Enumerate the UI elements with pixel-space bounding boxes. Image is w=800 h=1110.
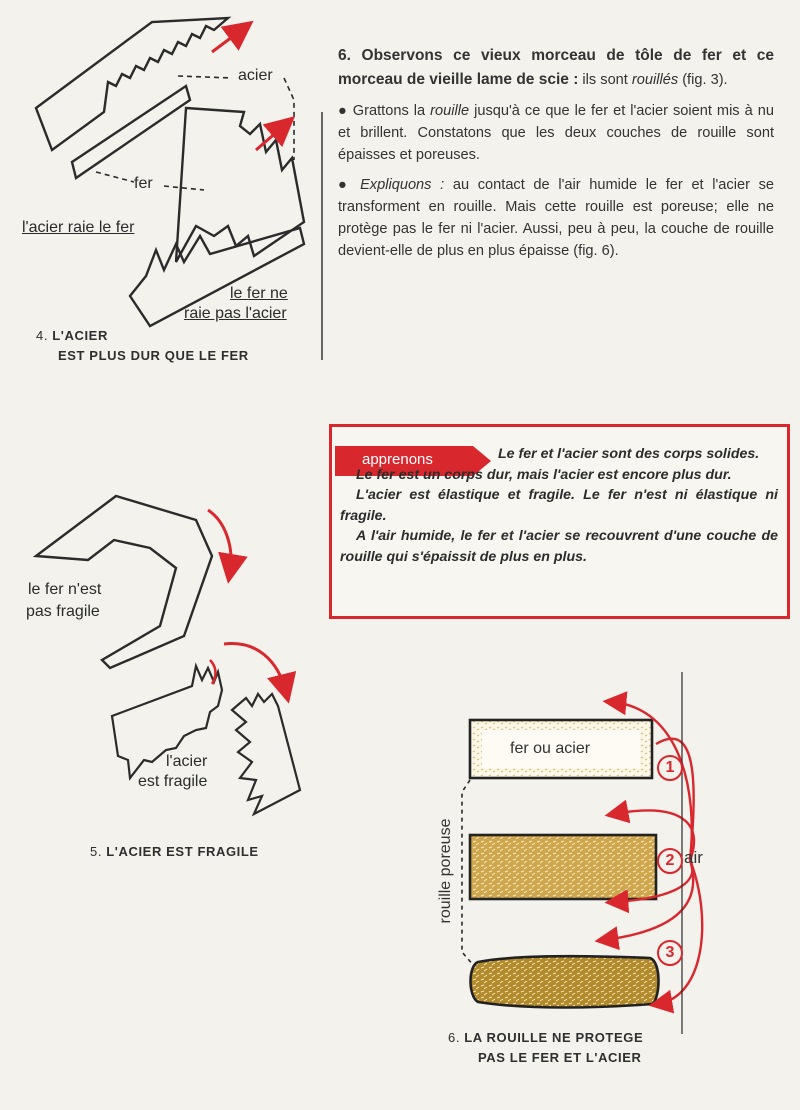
apprenons-line-3: L'acier est élastique et fragile. Le fer n'est ni élastique ni fragile. [340, 487, 778, 524]
section6-p3-b: au contact de l'air humide le fer et l'acier se transforment en rouille. Mais cette rouille est poreuse; elle ne protège pas le fer ni l'acier. Aussi, peu à peu, la couche de rouille devient-elle de plus en plus épaisse (fig. 6). [338, 177, 774, 260]
fig6-number-2: 2 [657, 848, 683, 874]
fig4-label-acier: acier [238, 67, 273, 84]
section6-heading: 6. Observons ce vieux morceau de tôle de fer et ce morceau de vieille lame de scie : [338, 47, 774, 88]
fig5-caption-num: 5. [90, 844, 103, 859]
section6-p2-a: ● Grattons la [338, 102, 431, 119]
fig6-bar-2 [470, 835, 656, 899]
fig6-caption-line2: PAS LE FER ET L'ACIER [478, 1050, 642, 1066]
fig4-caption-num: 4. [36, 328, 49, 343]
section6-p3-expliquons: Expliquons : [360, 177, 445, 194]
fig4-caption-line2: EST PLUS DUR QUE LE FER [58, 348, 249, 364]
fig4-label-fer: fer [134, 175, 153, 192]
fig5-label-acier-2: est fragile [138, 773, 208, 790]
fig6-bar-3 [471, 956, 659, 1007]
section6-p1-b: (fig. 3). [678, 71, 728, 88]
section6-p3-a: ● [338, 177, 361, 194]
apprenons-line-4: A l'air humide, le fer et l'acier se recouvrent d'une couche de rouille qui s'épaissit de plus en plus. [340, 528, 778, 565]
section6-p1-a: ils sont [578, 71, 632, 88]
fig4-caption-line1: L'ACIER [52, 328, 108, 343]
fig6-caption [448, 1028, 643, 1068]
fig6-number-3: 3 [657, 940, 683, 966]
fig5-caption-text: L'ACIER EST FRAGILE [106, 844, 259, 859]
apprenons-line-1: Le fer et l'acier sont des corps solides. [498, 446, 760, 462]
fig6-number-1: 1 [657, 755, 683, 781]
fig5-label-fer-2: pas fragile [26, 603, 100, 620]
fig5-label-fer-1: le fer n'est [28, 581, 102, 598]
fig5-label-acier-1: l'acier [166, 753, 208, 770]
fig6-caption-line1: LA ROUILLE NE PROTEGE [464, 1030, 644, 1045]
section6-p1-rouilles: rouillés [631, 71, 679, 88]
apprenons-tag-label: apprenons [362, 451, 433, 468]
fig4-label-fer-ne-1: le fer ne [230, 285, 288, 302]
fig6-air-label: air [684, 848, 703, 867]
fig6-side-label: rouille poreuse [437, 818, 454, 924]
apprenons-line-2: Le fer est un corps dur, mais l'acier est encore plus dur. [356, 466, 732, 483]
section6-p2-b: jusqu'à ce que le fer et l'acier soient mis à nu et brillent. Constatons que les deux couches de rouille sont épaisses et poreuses. [338, 102, 774, 163]
fig4-label-acier-raie: l'acier raie le fer [22, 219, 135, 236]
fig6-bar-1-label: fer ou acier [510, 740, 591, 757]
fig4-label-fer-ne-2: raie pas l'acier [184, 305, 287, 322]
fig6-caption-num: 6. [448, 1030, 461, 1045]
section6-p2-rouille: rouille [430, 102, 470, 119]
